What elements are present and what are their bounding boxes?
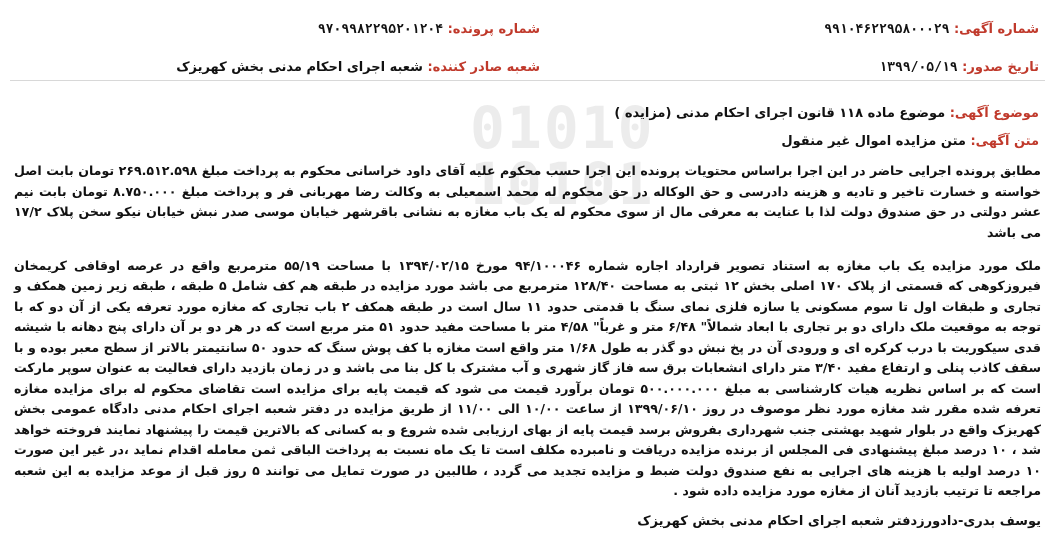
- notice-paragraph-property: ملک مورد مزایده یک باب مغازه به استناد تصویر قرارداد اجاره شماره ۹۴/۱۰۰۰۴۶ مورخ ۱۳۹۴/۰۲/۱۵ با مساحت ۵۵/۱۹ مترمربع واقع در عرصه اوقافی کریمخان فیروزکوهی که قسمتی از پلاک ۱۷۰ اصلی بخش ۱۲ ثبتی به مساحت ۱۲۸/۴۰ مترمربع می باشد مورد مزایده در طبقه هم کف شامل ۵ طبقه ، طبقه زیر زمین همکف و تجاری و طبقات اول تا سوم مسکونی یا سازه فلزی نمای سنگ با قدمتی حدود ۱۱ سال است در طبقه همکف ۲ باب تجاری که مغازه مورد تعرفه یکی از آن دو که با توجه به موقعیت ملک دارای دو بر تجاری با ابعاد شمالاً" ۶/۴۸ متر و غرباً" ۴/۵۸ متر با مساحت مفید حدود ۵۱ متر مربع است که در هر دو بر آن دارای پنج دهانه با شیشه قدی سیکوریت با درب کرکره ای و ورودی آن در پخ نبش دو گذر به طول ۱/۶۸ متر واقع است مغازه با کف پوش سنگ که حدود ۵۰ سانتیمتر بالاتر از سطح معبر بوده و با سقف کاذب پنلی و ارتفاع مفید ۳/۴۰ متر دارای انشعابات برق سه فاز گاز شهری و آب مشترک با کل بنا می باشد و در زمان بازدید دارای فعالیت به عنوان سوپر مارکت است که بر اساس نظریه هیات کارشناسی به مبلغ ۵۰۰.۰۰۰.۰۰۰ تومان برآورد قیمت می شود که قیمت پایه برای مزایده است تقاضای محکوم له برای مزایده مغازه تعرفه شده مقرر شد مغازه مورد نظر موصوف در روز ۱۳۹۹/۰۶/۱۰ از ساعت ۱۰/۰۰ الی ۱۱/۰۰ از طریق مزایده در دفتر شعبه اجرای احکام مدنی دادگاه عمومی بخش کهریزک واقع در بلوار شهید بهشتی جنب شهرداری بفروش برسد قیمت پایه از بهای ارزیابی شده شروع و به کسانی که بالاترین قیمت را پیشنهاد نمایند فروخته خواهد شد ، ۱۰ درصد مبلغ پیشنهادی فی المجلس از برنده مزایده دریافت و نامبرده مکلف است تا یک ماه نسبت به پرداخت الباقی ثمن معامله اقدام نماید ،در غیر این صورت ۱۰ درصد اولیه با هزینه های اجرایی به نفع صندوق دولت ضبط و مزایده تجدید می گردد ، طالبین در صورت تمایل می توانند ۵ روز قبل از موعد مزایده به این شعبه مراجعه تا ترتیب بازدید آنان از مغازه مورد مزایده داده شود .: [14, 257, 1042, 499]
- case-number-value: ۹۷۰۹۹۸۲۲۹۵۲۰۱۲۰۴: [317, 22, 444, 37]
- subject-value: موضوع ماده ۱۱۸ قانون اجرای احکام مدنی (مزایده ): [614, 106, 946, 121]
- subject-label: موضوع آگهی:: [949, 106, 1039, 121]
- issuing-branch: [176, 60, 540, 75]
- notice-paragraph-case: مطابق پرونده اجرایی حاضر در این اجرا براساس محتویات پرونده این اجرا حسب محکوم علیه آقای داود خراسانی محکوم به پرداخت مبلغ ۲۶۹.۵۱۲.۵۹۸ تومان بابت اصل خواسته و خسارت تاخیر و تادیه و هزینه دادرسی و حق الوکاله در حق محکوم له محمد اسمعیلی به وکالت رضا مهربانی فر و پرداخت مبلغ ۸.۷۵۰.۰۰۰ تومان بابت نیم عشر دولتی در حق صندوق دولت لذا با عنایت به معرفی مال از سوی محکوم له یک باب مغازه به نشانی باقرشهر خیابان موسی صدر نبش خیابان نیکو سخن پلاک ۱۷/۲ می باشد: [14, 163, 1041, 240]
- issue-date-label: تاریخ صدور:: [962, 60, 1039, 75]
- case-number: [318, 22, 540, 37]
- issuing-branch-label: شعبه صادر کننده:: [427, 60, 540, 75]
- issuing-branch-value: شعبه اجرای احکام مدنی بخش کهریزک: [176, 60, 423, 75]
- ad-number-value: ۹۹۱۰۴۶۲۲۹۵۸۰۰۰۲۹: [824, 22, 950, 37]
- case-number-label: شماره پرونده:: [447, 22, 540, 37]
- background-watermark: 01010 10101: [470, 94, 655, 218]
- body-title-label: متن آگهی:: [970, 134, 1039, 149]
- notice-header: [10, 8, 1045, 81]
- notice-body-title: [10, 133, 1045, 151]
- notice-subject: [10, 105, 1045, 123]
- issue-date: [879, 60, 1039, 75]
- ad-number-label: شماره آگهی:: [953, 22, 1039, 37]
- notice-signature: یوسف بدری-دادورزدفتر شعبه اجرای احکام مدنی بخش کهریزک: [637, 514, 1041, 529]
- ad-number: [824, 22, 1039, 37]
- issue-date-value: ۱۳۹۹/۰۵/۱۹: [879, 60, 958, 75]
- body-title-value: متن مزایده اموال غیر منقول: [781, 134, 966, 149]
